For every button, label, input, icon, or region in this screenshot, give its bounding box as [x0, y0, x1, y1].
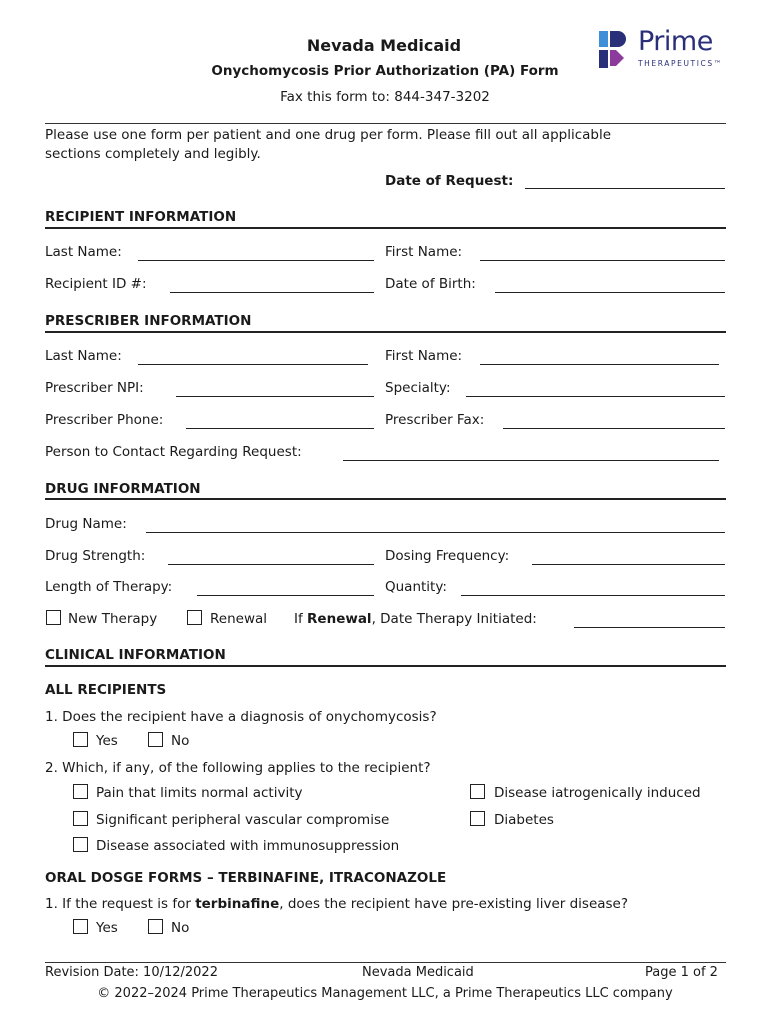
oral-q1-yes-checkbox[interactable]	[73, 919, 88, 934]
oral-q1-no-label: No	[171, 920, 190, 936]
question-1: 1. Does the recipient have a diagnosis of onychomycosis?	[45, 709, 437, 725]
prescriber-npi-field[interactable]	[176, 396, 374, 397]
logo-wordmark: Prime	[638, 26, 713, 57]
prescriber-last-name-label: Last Name:	[45, 348, 122, 364]
prescriber-divider	[45, 331, 726, 333]
oral-q1-yes-label: Yes	[96, 920, 118, 936]
drug-name-label: Drug Name:	[45, 516, 127, 532]
copyright: © 2022–2024 Prime Therapeutics Management LLC, a Prime Therapeutics LLC company	[97, 986, 673, 1001]
recipient-last-name-field[interactable]	[138, 260, 374, 261]
specialty-field[interactable]	[466, 396, 725, 397]
date-therapy-initiated-field[interactable]	[574, 627, 725, 628]
recipient-first-name-label: First Name:	[385, 244, 463, 260]
drug-strength-label: Drug Strength:	[45, 548, 146, 564]
new-therapy-checkbox[interactable]	[46, 610, 61, 625]
new-therapy-label: New Therapy	[68, 611, 158, 627]
question-oral-1: 1. If the request is for terbinafine, does the recipient have pre-existing liver disease?	[45, 896, 629, 912]
oral-dosage-heading: ORAL DOSGE FORMS – TERBINAFINE, ITRACONAZOLE	[45, 870, 447, 886]
drug-name-field[interactable]	[146, 532, 725, 533]
immuno-checkbox[interactable]	[73, 837, 88, 852]
prescriber-section-heading: PRESCRIBER INFORMATION	[45, 313, 252, 329]
date-of-birth-label: Date of Birth:	[385, 276, 476, 292]
prescriber-first-name-label: First Name:	[385, 348, 463, 364]
prescriber-fax-label: Prescriber Fax:	[385, 412, 485, 428]
form-subtitle: Onychomycosis Prior Authorization (PA) Form	[211, 63, 559, 79]
prescriber-npi-label: Prescriber NPI:	[45, 380, 144, 396]
recipient-first-name-field[interactable]	[480, 260, 725, 261]
q1-no-label: No	[171, 733, 190, 749]
specialty-label: Specialty:	[385, 380, 451, 396]
prescriber-phone-field[interactable]	[186, 428, 374, 429]
recipient-last-name-label: Last Name:	[45, 244, 122, 260]
date-of-birth-field[interactable]	[495, 292, 725, 293]
drug-strength-field[interactable]	[168, 564, 374, 565]
recipient-section-heading: RECIPIENT INFORMATION	[45, 209, 237, 225]
contact-person-field[interactable]	[343, 460, 719, 461]
date-of-request-field[interactable]	[525, 188, 725, 189]
q1-yes-label: Yes	[96, 733, 118, 749]
footer-center-title: Nevada Medicaid	[362, 965, 474, 980]
prime-mark-icon	[598, 30, 632, 70]
prescriber-last-name-field[interactable]	[138, 364, 368, 365]
recipient-divider	[45, 227, 726, 229]
prescriber-first-name-field[interactable]	[480, 364, 719, 365]
iatrogenic-label: Disease iatrogenically induced	[494, 785, 701, 801]
drug-section-heading: DRUG INFORMATION	[45, 481, 201, 497]
pvc-checkbox[interactable]	[73, 811, 88, 826]
footer-divider	[45, 962, 726, 963]
dosing-frequency-label: Dosing Frequency:	[385, 548, 510, 564]
immuno-label: Disease associated with immunosuppression	[96, 838, 400, 854]
diabetes-checkbox[interactable]	[470, 811, 485, 826]
revision-date: Revision Date: 10/12/2022	[45, 965, 218, 980]
question-2: 2. Which, if any, of the following applies to the recipient?	[45, 760, 431, 776]
drug-divider	[45, 498, 726, 500]
q1-yes-checkbox[interactable]	[73, 732, 88, 747]
length-of-therapy-field[interactable]	[197, 595, 374, 596]
pvc-label: Significant peripheral vascular compromise	[96, 812, 390, 828]
diabetes-label: Diabetes	[494, 812, 554, 828]
header-divider	[45, 123, 726, 124]
date-therapy-initiated-label: If Renewal, Date Therapy Initiated:	[294, 611, 537, 627]
fax-number: Fax this form to: 844-347-3202	[280, 89, 490, 105]
quantity-label: Quantity:	[385, 579, 447, 595]
pain-checkbox[interactable]	[73, 784, 88, 799]
intro-line-2: sections completely and legibly.	[45, 146, 261, 162]
recipient-id-label: Recipient ID #:	[45, 276, 147, 292]
logo-subtitle: THERAPEUTICS™	[638, 59, 723, 68]
intro-line-1: Please use one form per patient and one drug per form. Please fill out all applicable	[45, 127, 612, 143]
iatrogenic-checkbox[interactable]	[470, 784, 485, 799]
dosing-frequency-field[interactable]	[532, 564, 725, 565]
prescriber-phone-label: Prescriber Phone:	[45, 412, 164, 428]
date-of-request-label: Date of Request:	[385, 173, 514, 189]
renewal-label: Renewal	[210, 611, 268, 627]
recipient-id-field[interactable]	[170, 292, 374, 293]
contact-person-label: Person to Contact Regarding Request:	[45, 444, 302, 460]
all-recipients-heading: ALL RECIPIENTS	[45, 682, 167, 698]
quantity-field[interactable]	[461, 595, 725, 596]
renewal-checkbox[interactable]	[187, 610, 202, 625]
pain-label: Pain that limits normal activity	[96, 785, 303, 801]
page-number: Page 1 of 2	[645, 965, 718, 980]
form-title: Nevada Medicaid	[306, 36, 462, 55]
q1-no-checkbox[interactable]	[148, 732, 163, 747]
length-of-therapy-label: Length of Therapy:	[45, 579, 173, 595]
oral-q1-no-checkbox[interactable]	[148, 919, 163, 934]
prescriber-fax-field[interactable]	[503, 428, 725, 429]
prime-therapeutics-logo	[598, 28, 734, 72]
clinical-divider	[45, 665, 726, 667]
clinical-section-heading: CLINICAL INFORMATION	[45, 647, 226, 663]
